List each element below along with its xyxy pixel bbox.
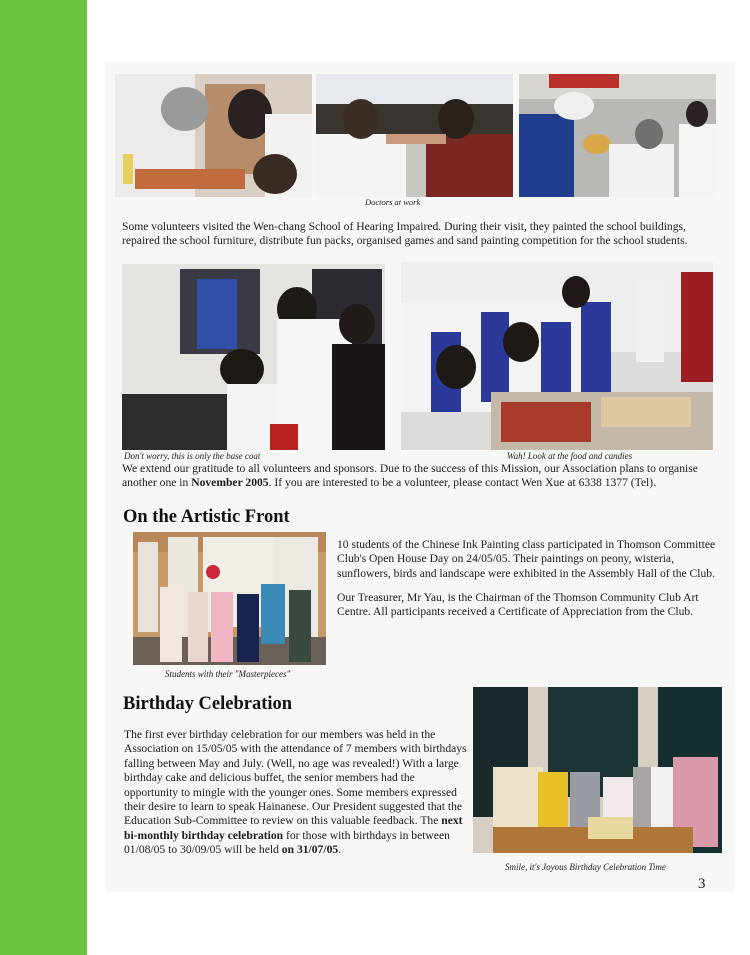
heading-artistic-front: On the Artistic Front [123, 507, 290, 527]
birthday-text-2: for those with birthdays in between 01/08/05 to 30/09/05 will be held [124, 828, 450, 857]
photo-doctor-examining-man [316, 74, 513, 197]
photo-painting-wall [122, 264, 385, 450]
photo-outdoor-checkups [519, 74, 716, 197]
photo-students-masterpieces [133, 532, 326, 665]
photo-doctor-examining-child [115, 74, 312, 197]
artistic-paragraph-1: 10 students of the Chinese Ink Painting class participated in Thomson Committee Club's Open House Day on 24/05/05. Their paintings on peony, wisteria, sunflowers, birds and landscape were exhibited in the Assembly Hall of the Club. [337, 538, 716, 580]
birthday-text-1: The first ever birthday celebration for our members was held in the Association on 15/05/05 with the attendance of 7 members with birthdays falling between May and July. (Well, no age was revealed!) With a large birthday cake and delicious buffet, the senior members had the opportunity to mingle with the younger ones. Some members expressed their desire to learn to speak Hainanese. Our President suggested that the Education Sub-Committee to review on this valuable feedback. The [124, 728, 467, 828]
page-number: 3 [698, 876, 706, 892]
green-sidebar [0, 0, 87, 955]
photo-birthday-group [473, 687, 722, 853]
birthday-text-3: . [338, 843, 342, 857]
birthday-paragraph [124, 728, 469, 858]
gratitude-text-2: . If you are interested to be a volunteer, please contact Wen Xue at 6338 1377 (Tel). [268, 476, 657, 490]
volunteers-paragraph: Some volunteers visited the Wen-chang School of Hearing Impaired. During their visit, they painted the school buildings, repaired the school furniture, distribute fun packs, organised games and sand painting competition for the school students. [122, 220, 688, 248]
birthday-date-bold: on 31/07/05 [281, 843, 339, 857]
caption-masterpieces: Students with their "Masterpieces" [165, 669, 291, 679]
gratitude-paragraph [122, 462, 722, 491]
photo-students-with-candies [401, 262, 713, 450]
birthday-next-celebration-bold: next bi-monthly birthday celebration [124, 814, 463, 842]
caption-birthday-time: Smile, it's Joyous Birthday Celebration Time [505, 862, 666, 872]
heading-birthday-celebration: Birthday Celebration [123, 694, 293, 714]
caption-food-candies: Wah! Look at the food and candies [507, 451, 633, 461]
gratitude-date-bold: November 2005 [191, 476, 269, 490]
caption-base-coat: Don't worry, this is only the base coat [124, 451, 261, 461]
caption-doctors-at-work: Doctors at work [365, 197, 421, 207]
artistic-paragraph-2: Our Treasurer, Mr Yau, is the Chairman of the Thomson Community Club Art Centre. All participants received a Certificate of Appreciation from the Club. [337, 591, 699, 619]
gratitude-text-1: We extend our gratitude to all volunteers and sponsors. Due to the success of this Mission, our Association plans to organise another one in [122, 462, 698, 490]
